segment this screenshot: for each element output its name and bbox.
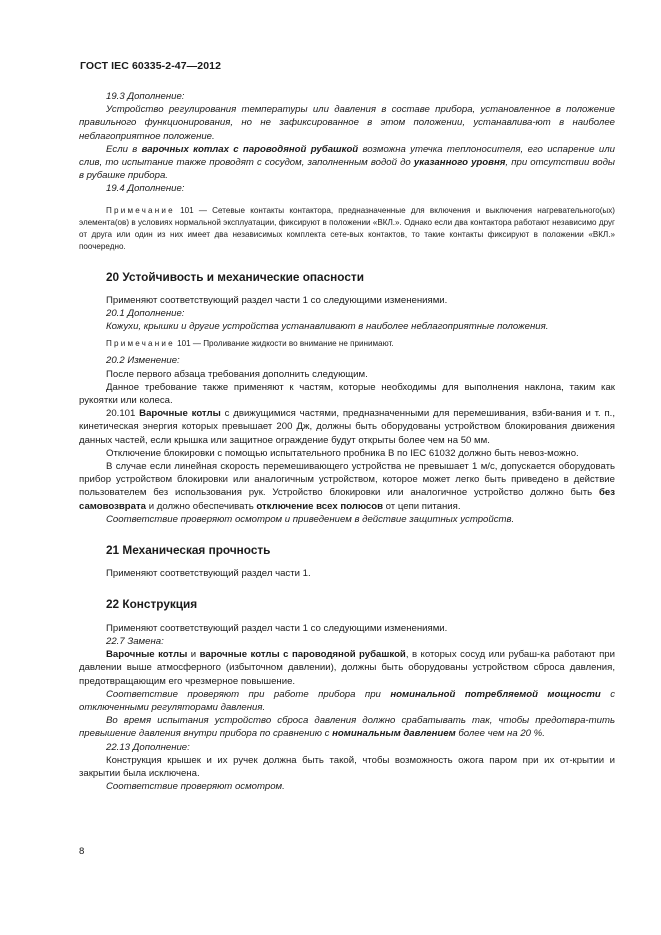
clause-22-7-compliance: Соответствие проверяют при работе прибора при номинальной потребляемой мощности с отключенными регуляторами давления. [79, 688, 616, 713]
clause-22-13-compliance: Соответствие проверяют осмотром. [106, 781, 285, 793]
note-label: Примечание [106, 205, 175, 215]
clause-20-101-compliance: Соответствие проверяют осмотром и приведением в действие защитных устройств. [106, 513, 515, 525]
clause-19-4-title: 19.4 Дополнение: [106, 183, 185, 195]
standard-header: ГОСТ IEC 60335-2-47—2012 [80, 60, 222, 72]
clause-19-3-title: 19.3 Дополнение: [106, 91, 185, 102]
clause-22-13-text: Конструкция крышек и их ручек должна быть такой, чтобы возможность ожога паром при их от-крытии и закрытии была исключена. [79, 754, 615, 779]
section-22-intro: Применяют соответствующий раздел части 1 со следующими изменениями. [106, 622, 448, 634]
section-20-intro: Применяют соответствующий раздел части 1 со следующими изменениями. [106, 294, 448, 306]
clause-20-1-title: 20.1 Дополнение: [106, 308, 185, 320]
document-body [79, 90, 615, 793]
clause-22-7-title: 22.7 Замена: [106, 635, 164, 647]
clause-20-2-title: 20.2 Изменение: [106, 355, 180, 367]
note-label: Примечание [106, 339, 175, 349]
clause-20-2-text-2: Данное требование также применяют к частям, которые необходимы для выполнения наклона, таким как рукоятки или колеса. [79, 381, 615, 407]
clause-19-3-text: Устройство регулирования температуры или давления в составе прибора, установленное в положение правильного функционирования, но не зафиксированное в этом положении, устанавлива-ют в наиболее неблагоприятное положение. [79, 104, 615, 142]
page-number: 8 [79, 846, 85, 857]
section-22-heading: 22 Конструкция [106, 597, 198, 612]
note-20-1: Примечание 101 — Проливание жидкости во внимание не принимают. [106, 339, 394, 349]
section-21-text: Применяют соответствующий раздел части 1. [106, 568, 311, 580]
section-20-heading: 20 Устойчивость и механические опасности [106, 269, 364, 284]
note-19-4: Примечание 101 — Сетевые контакты контактора, предназначенные для включения и выключения нагревательного(ых) элемента(ов) в условиях нормальной эксплуатации, фиксируют в положении «ВКЛ.». Однако если два контактора работают независимо друг от друга или один из них имеет два независимых комплекта сете-вых контактов, то такие контакты фиксируют в положении «ВКЛ.» поочередно. [79, 205, 615, 251]
clause-22-7-test: Во время испытания устройство сброса давления должно срабатывать так, чтобы предотвра-тить превышение давления внутри прибора по сравнению с номинальным давлением более чем на 20 %. [79, 715, 615, 740]
clause-20-101-probe: Отключение блокировки с помощью испытательного пробника В по IEC 61032 должно быть невоз-можно. [106, 447, 579, 459]
section-21-heading: 21 Механическая прочность [106, 543, 271, 558]
clause-22-7-text: Варочные котлы и варочные котлы с пароводяной рубашкой, в которых сосуд или рубаш-ка работают при давлении выше атмосферного (избыточном давлении), должны быть оборудованы устройством сброса давления, предотвращающим его чрезмерное повышение. [79, 649, 615, 687]
clause-20-101: 20.101 Варочные котлы с движущимися частями, предназначенными для перемешивания, взби-вания и т. п., кинетическая энергия которых превышает 200 Дж, должны быть оборудованы устройством блокирования движения данных частей, если крышка или защитное ограждение будут открыты более чем на 50 мм. [79, 408, 615, 446]
clause-20-1-text: Кожухи, крышки и другие устройства устанавливают в наиболее неблагоприятные положения. [106, 321, 549, 333]
clause-19-3-text-2: Если в варочных котлах с пароводяной рубашкой возможна утечка теплоносителя, его испарение или слив, то испытание также проводят с сосудом, заполненным водой до указанного уровня, при отсутствии воды в рубашке прибора. [79, 143, 615, 182]
clause-20-101-speed: В случае если линейная скорость перемешивающего устройства не превышает 1 м/с, допускается оборудовать прибор устройством блокировки или аналогичным устройством, которое может легко быть приведено в действие пользователем без использования рук. Устройство блокировки или аналогичное устройство должно быть без самовозврата и должно обеспечивать отключение всех полюсов от цепи питания. [79, 461, 615, 512]
clause-22-13-title: 22.13 Дополнение: [106, 741, 190, 753]
clause-20-2-text: После первого абзаца требования дополнить следующим. [106, 368, 368, 380]
